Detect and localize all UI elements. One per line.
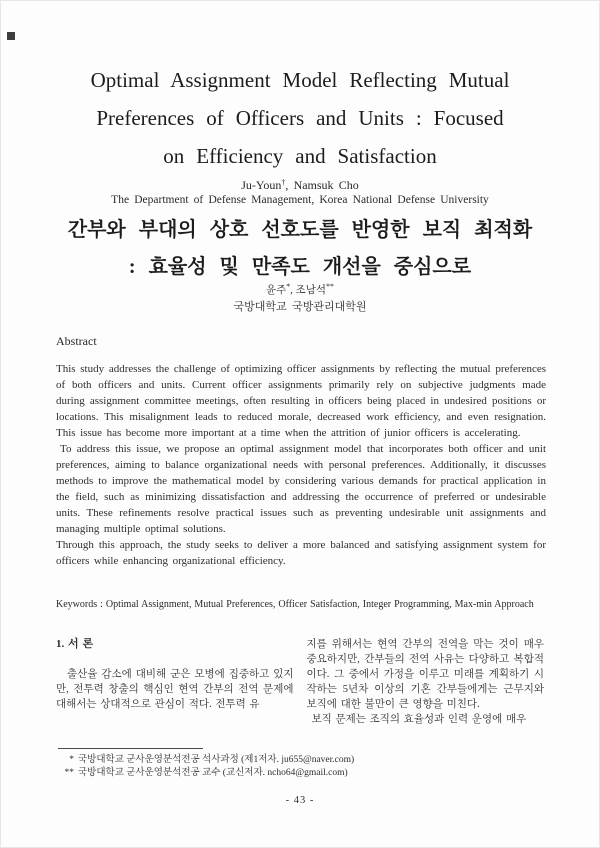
paper-title-line-3: on Efficiency and Satisfaction xyxy=(163,144,437,168)
footnote-author-1 xyxy=(58,754,549,767)
korean-author-2-marker: ** xyxy=(325,282,334,291)
paper-title-line-2: Preferences of Officers and Units : Focused xyxy=(96,106,504,130)
keywords-text: Optimal Assignment, Mutual Preferences, Officer Satisfaction, Integer Programming, Max-min Approach xyxy=(105,599,534,610)
footnote-2-text: 국방대학교 군사운영분석전공 교수 (교신저자. ncho64@gmail.com) xyxy=(78,768,348,778)
intro-right-paragraph-2: 보직 문제는 조직의 효율성과 인력 운영에 매우 xyxy=(311,714,527,725)
paper-title xyxy=(29,61,571,175)
author-name-1: Ju-Youn xyxy=(241,178,282,192)
korean-author-1-marker: * xyxy=(286,282,291,291)
english-affiliation: The Department of Defense Management, Korea National Defense University xyxy=(111,194,489,206)
korean-title-line-2: : 효율성 및 만족도 개선을 중심으로 xyxy=(128,256,472,278)
section-1-heading: 1. 서 론 xyxy=(56,638,94,650)
korean-author-name-1: 윤주 xyxy=(266,285,287,296)
abstract-paragraph-3: Through this approach, the study seeks to deliver a more balanced and satisfying assignment system for officers while enhancing organizational efficiency. xyxy=(56,539,546,567)
paper-title-line-1: Optimal Assignment Model Reflecting Mutual xyxy=(90,68,510,92)
keywords-label: Keywords : xyxy=(56,599,106,610)
body-columns xyxy=(56,637,544,727)
footnotes xyxy=(58,754,549,780)
korean-title xyxy=(29,212,571,286)
abstract-paragraph-2: To address this issue, we propose an optimal assignment model that incorporates both officer and unit preferences, aiming to balance organizational needs with personal preferences. Additionally, it discusses methods to improve the mathematical model by considering various demands for practical application in the field, such as minimizing dissatisfaction and addressing the occurrence of preferred or undesirable units. These refinements resolve practical issues such as preventing undesirable unit assignments and managing multiple optimal solutions. xyxy=(56,443,546,535)
footnote-1-text: 국방대학교 군사운영분석전공 석사과정 (제1저자. ju655@naver.com) xyxy=(78,755,355,765)
korean-authors xyxy=(1,282,599,297)
left-column xyxy=(56,637,294,727)
right-column xyxy=(307,637,545,727)
page-number: - 43 - xyxy=(285,795,315,806)
keywords-line xyxy=(56,599,534,610)
author-name-2: , Namsuk Cho xyxy=(285,178,359,192)
footnote-divider xyxy=(58,748,203,749)
intro-right-paragraph-1: 지를 위해서는 현역 간부의 전역을 막는 것이 매우 중요하지만, 간부들의 전역 사유는 다양하고 복합적이다. 그 중에서 가정을 이루고 미래를 계획하기 시작하는 5년차 이상의 기혼 간부들에게는 근무지와 보직에 대한 불만이 큰 영향을 미친다. xyxy=(306,639,544,710)
english-authors xyxy=(1,178,599,193)
korean-title-line-1: 간부와 부대의 상호 선호도를 반영한 보직 최적화 xyxy=(67,219,533,241)
footnote-2-marker: ** xyxy=(64,768,74,778)
author-1-footnote-marker: † xyxy=(281,178,286,187)
korean-affiliation: 국방대학교 국방관리대학원 xyxy=(233,301,367,313)
corner-mark xyxy=(7,32,15,40)
footnote-author-2 xyxy=(58,767,549,780)
abstract-heading: Abstract xyxy=(56,334,97,348)
abstract-body xyxy=(56,361,546,569)
footnote-1-marker: * xyxy=(69,755,74,765)
korean-author-name-2: , 조남석 xyxy=(290,285,326,296)
abstract-paragraph-1: This study addresses the challenge of optimizing officer assignments by reflecting the mutual preferences of both officers and units. Current officer assignments primarily rely on subjective judgments made during assignment committee meetings, often resulting in officers being placed in undesired positions or locations. This misalignment leads to reduced morale, decreased work efficiency, and even resignation. This issue has become more important at a time when the attrition of junior officers is accelerating. xyxy=(56,363,546,439)
intro-left-paragraph: 출산율 감소에 대비해 군은 모병에 집중하고 있지만, 전투력 창출의 핵심인 현역 간부의 전역 문제에 대해서는 상대적으로 관심이 적다. 전투력 유 xyxy=(56,669,294,710)
